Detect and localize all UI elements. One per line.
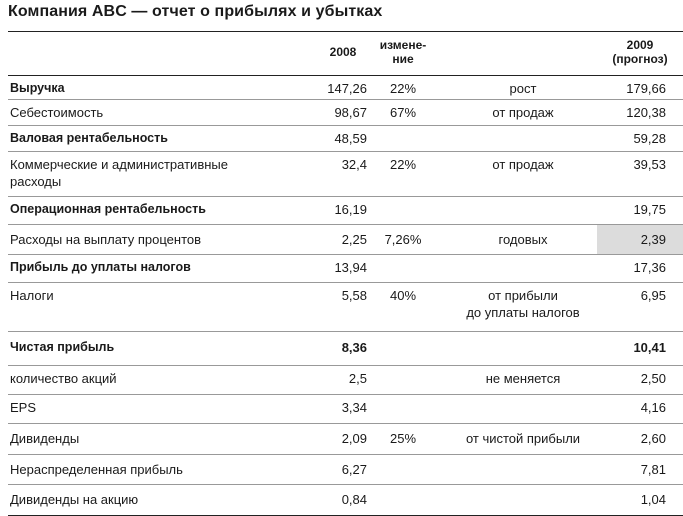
change-note: от чистой прибыли [465,431,581,446]
value-2008: 3,34 [341,400,367,415]
value-2009: 2,39 [640,232,666,247]
change-note: не меняется [485,371,561,386]
change-percent: 22% [389,157,417,172]
table-row-gross-margin [8,126,683,152]
row-label: Себестоимость [10,105,104,120]
value-2008: 6,27 [341,462,367,477]
row-label: Налоги [10,288,54,303]
value-2008: 48,59 [334,131,367,146]
value-2008: 16,19 [334,202,367,217]
value-2008: 98,67 [334,105,367,120]
title-divider [8,31,683,32]
row-label: Выручка [10,81,65,95]
value-2008: 0,84 [341,492,367,507]
value-2009: 39,53 [633,157,666,172]
income-statement-table [8,76,683,516]
row-label: Дивиденды на акцию [10,492,139,507]
value-2008: 8,36 [341,340,367,355]
table-row-dividends [8,424,683,455]
column-header-2009-forecast: 2009 (прогноз) [612,38,668,66]
value-2009: 17,36 [633,260,666,275]
row-label: Расходы на выплату процентов [10,232,202,247]
value-2008: 2,5 [348,371,367,386]
row-label: Прибыль до уплаты налогов [10,260,191,274]
value-2009: 179,66 [626,81,666,96]
table-row-net-profit [8,332,683,366]
column-header-change: измене- ние [379,38,427,66]
column-header-2008: 2008 [329,45,357,59]
value-2008: 32,4 [341,157,367,172]
row-label: EPS [10,400,37,415]
table-row-revenue [8,76,683,100]
value-2009: 6,95 [640,288,666,303]
table-row-pretax-profit [8,255,683,283]
table-row-shares [8,366,683,395]
table-header [8,33,683,76]
value-2009: 2,50 [640,371,666,386]
change-percent: 25% [389,431,417,446]
table-row-sga [8,152,683,197]
table-row-retained-earnings [8,455,683,485]
table-row-operating-margin [8,197,683,225]
change-note: годовых [498,232,548,247]
value-2008: 2,09 [341,431,367,446]
value-2009: 2,60 [640,431,666,446]
value-2009: 10,41 [633,340,666,355]
change-note: рост [509,81,537,96]
change-note: от продаж [492,157,554,172]
change-note: от продаж [492,105,554,120]
value-2008: 13,94 [334,260,367,275]
row-label: Валовая рентабельность [10,131,168,145]
change-percent: 7,26% [384,232,422,247]
table-row-eps [8,395,683,424]
row-label: количество акций [10,371,117,386]
table-row-cost [8,100,683,126]
value-2009: 7,81 [640,462,666,477]
change-percent: 22% [389,81,417,96]
table-row-interest [8,225,683,255]
page-title: Компания ABC — отчет о прибылях и убытках [8,3,383,20]
row-label: Нераспределенная прибыль [10,462,183,477]
value-2009: 4,16 [640,400,666,415]
value-2008: 5,58 [341,288,367,303]
row-label: Чистая прибыль [10,340,115,354]
value-2009: 1,04 [640,492,666,507]
row-label: Операционная рентабельность [10,202,206,216]
value-2008: 147,26 [327,81,367,96]
table-row-taxes [8,283,683,332]
value-2008: 2,25 [341,232,367,247]
row-label: Дивиденды [10,431,80,446]
change-note: от прибыли до уплаты налогов [466,288,580,320]
table-row-dividend-per-share [8,485,683,516]
change-percent: 67% [389,105,417,120]
value-2009: 59,28 [633,131,666,146]
value-2009: 19,75 [633,202,666,217]
change-percent: 40% [389,288,417,303]
value-2009: 120,38 [626,105,666,120]
row-label: Коммерческие и административные расходы [10,157,228,189]
